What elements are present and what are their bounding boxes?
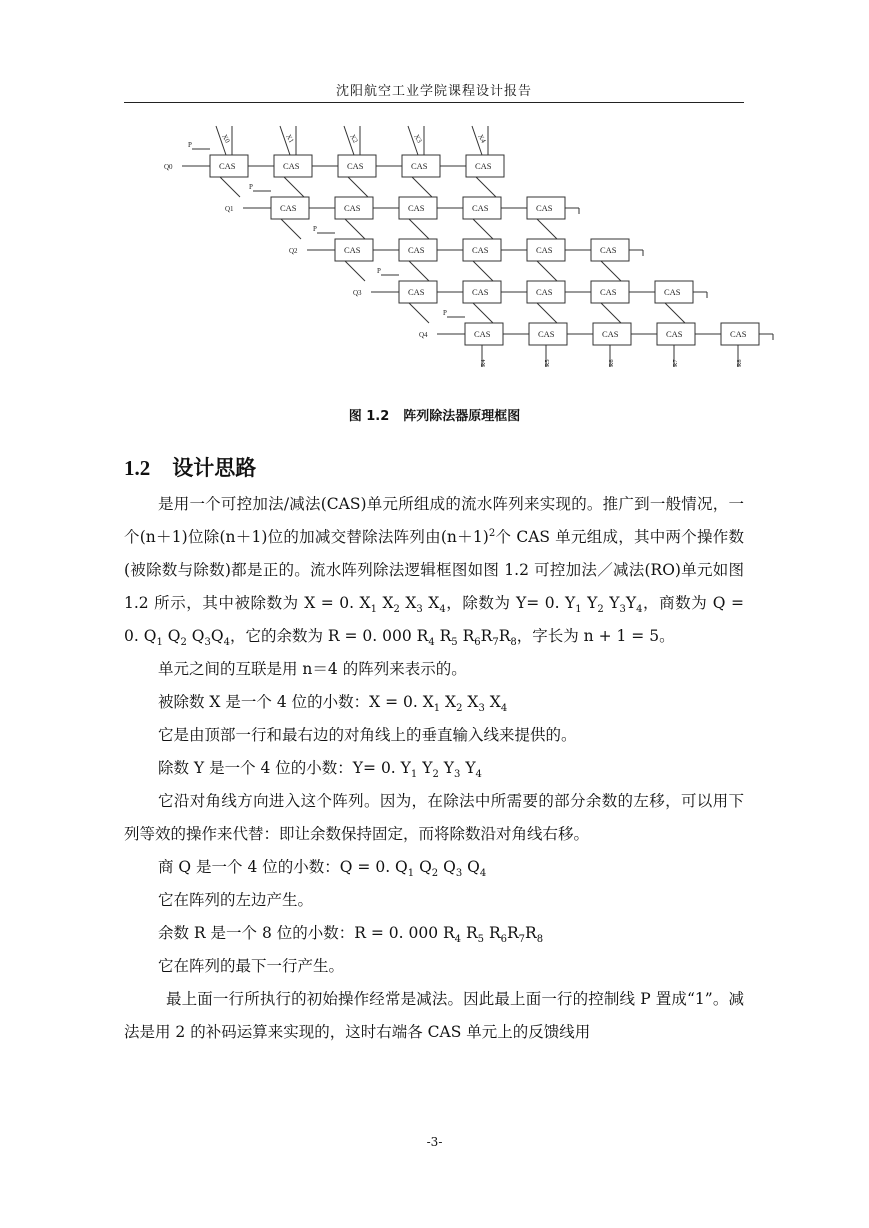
wire-line [281, 219, 301, 239]
remainder-output-label: R4 [480, 359, 487, 367]
control-p-label: P [188, 141, 192, 149]
remainder-output-label: R7 [672, 359, 679, 367]
control-p-label: P [443, 309, 447, 317]
section-heading [124, 452, 256, 482]
wire-line [412, 177, 432, 197]
page-number: -3- [426, 1135, 443, 1149]
wire-line [220, 177, 240, 197]
remainder-output-label: R6 [608, 359, 615, 367]
quotient-label: Q3 [353, 289, 362, 297]
figure-caption-text: 阵列除法器原理框图 [403, 409, 521, 424]
cas-cell-label: CAS [408, 287, 425, 297]
cas-cell-label: CAS [600, 245, 617, 255]
cas-cell-label: CAS [283, 161, 300, 171]
quotient-label: Q4 [419, 331, 428, 339]
cas-cell-label: CAS [219, 161, 236, 171]
quotient-label: Q1 [225, 205, 234, 213]
wire-line [409, 303, 429, 323]
wire-line [665, 303, 685, 323]
wire-line [601, 303, 621, 323]
remainder-output-label: R5 [544, 359, 551, 367]
wire-line [476, 177, 496, 197]
paragraph-11: 最上面一行所执行的初始操作经常是减法。因此最上面一行的控制线 P 置成“1”。减法是用 2 的补码运算来实现的，这时右端各 CAS 单元上的反馈线用 [124, 990, 744, 1041]
cas-cell-label: CAS [408, 203, 425, 213]
wire-line [537, 261, 557, 281]
quotient-label: Q2 [289, 247, 298, 255]
wire-line [345, 261, 365, 281]
wire-line [473, 303, 493, 323]
cas-cell-label: CAS [472, 203, 489, 213]
paragraph-10: 它在阵列的最下一行产生。 [158, 957, 345, 975]
cas-cell-label: CAS [411, 161, 428, 171]
dividend-input-label: X0 [220, 133, 232, 145]
cas-cell-label: CAS [536, 203, 553, 213]
paragraph-5: 除数 Y 是一个 4 位的小数：Y= 0. $Y_1$ $Y_2$ $Y_3$ $Y_4$ [158, 759, 482, 781]
wire-line [345, 219, 365, 239]
cas-cell-label: CAS [472, 287, 489, 297]
cas-cell-label: CAS [347, 161, 364, 171]
dividend-input-label: X4 [476, 133, 488, 145]
cas-cell-label: CAS [474, 329, 491, 339]
body-text [124, 488, 744, 1049]
wire-line [601, 261, 621, 281]
cas-cell-label: CAS [730, 329, 747, 339]
wire-line [537, 303, 557, 323]
cas-cell-label: CAS [536, 245, 553, 255]
cas-cell-label: CAS [600, 287, 617, 297]
paragraph-1: 是用一个可控加法/减法(CAS)单元所组成的流水阵列来实现的。推广到一般情况，一个(n＋1)位除(n＋1)位的加减交替除法阵列由$(n+1)^2$个 CAS 单元组成，其中两个操作数(被除数与除数)都是正的。流水阵列除法逻辑框图如图 1.2 可控加法／减法(RO)单元如图 1.2 所示，其中被除数为 X = 0. $X_1$ $X_2$ $X_3$ $X_4$，除数为 Y= 0. $Y_1$ $Y_2$ $Y_3Y_4$，商数为 Q = 0. $Q_1$ $Q_2$ $Q_3Q_4$，它的余数为 R = 0. 000 $R_4$ $R_5$ $R_6R_7R_8$，字长为 n + 1 = 5。 [124, 495, 744, 649]
cas-cell-label: CAS [602, 329, 619, 339]
paragraph-8: 它在阵列的左边产生。 [158, 891, 314, 909]
dividend-input-label: X1 [284, 133, 296, 145]
paragraph-2: 单元之间的互联是用 n＝4 的阵列来表示的。 [158, 660, 467, 678]
dividend-input-label: X2 [348, 133, 360, 145]
wire-line [409, 261, 429, 281]
wire-line [537, 219, 557, 239]
header-rule [124, 102, 744, 103]
paragraph-4: 它是由顶部一行和最右边的对角线上的垂直输入线来提供的。 [158, 726, 577, 744]
paragraph-6: 它沿对角线方向进入这个阵列。因为，在除法中所需要的部分余数的左移，可以用下列等效的操作来代替：即让余数保持固定，而将除数沿对角线右移。 [124, 792, 744, 843]
wire-line [409, 219, 429, 239]
cas-cell-label: CAS [344, 245, 361, 255]
wire-line [284, 177, 304, 197]
wire-line [473, 219, 493, 239]
page-header-title: 沈阳航空工业学院课程设计报告 [335, 84, 532, 99]
figure-caption [0, 405, 869, 424]
cas-cell-label: CAS [408, 245, 425, 255]
cas-cell-label: CAS [475, 161, 492, 171]
cas-cell-label: CAS [666, 329, 683, 339]
control-p-label: P [377, 267, 381, 275]
cas-cell-label: CAS [280, 203, 297, 213]
section-number: 1.2 [124, 456, 151, 480]
control-p-label: P [249, 183, 253, 191]
cas-cell-label: CAS [536, 287, 553, 297]
paragraph-7: 商 Q 是一个 4 位的小数：Q = 0. $Q_1$ $Q_2$ $Q_3$ $Q_4$ [158, 858, 487, 880]
section-title: 设计思路 [172, 455, 257, 480]
paragraph-3: 被除数 X 是一个 4 位的小数：X = 0. $X_1$ $X_2$ $X_3$ $X_4$ [158, 693, 508, 715]
cas-cell-label: CAS [664, 287, 681, 297]
array-divider-diagram [164, 120, 785, 380]
cas-cell-label: CAS [472, 245, 489, 255]
wire-line [473, 261, 493, 281]
control-p-label: P [313, 225, 317, 233]
cas-cell-label: CAS [538, 329, 555, 339]
wire-line [348, 177, 368, 197]
quotient-label: Q0 [164, 163, 173, 171]
remainder-output-label: R8 [736, 359, 743, 367]
cas-cell-label: CAS [344, 203, 361, 213]
figure-caption-number: 图 1.2 [348, 409, 390, 424]
dividend-input-label: X3 [412, 133, 424, 145]
paragraph-9: 余数 R 是一个 8 位的小数：R = 0. 000 $R_4$ $R_5$ $R_6R_7R_8$ [158, 924, 544, 946]
